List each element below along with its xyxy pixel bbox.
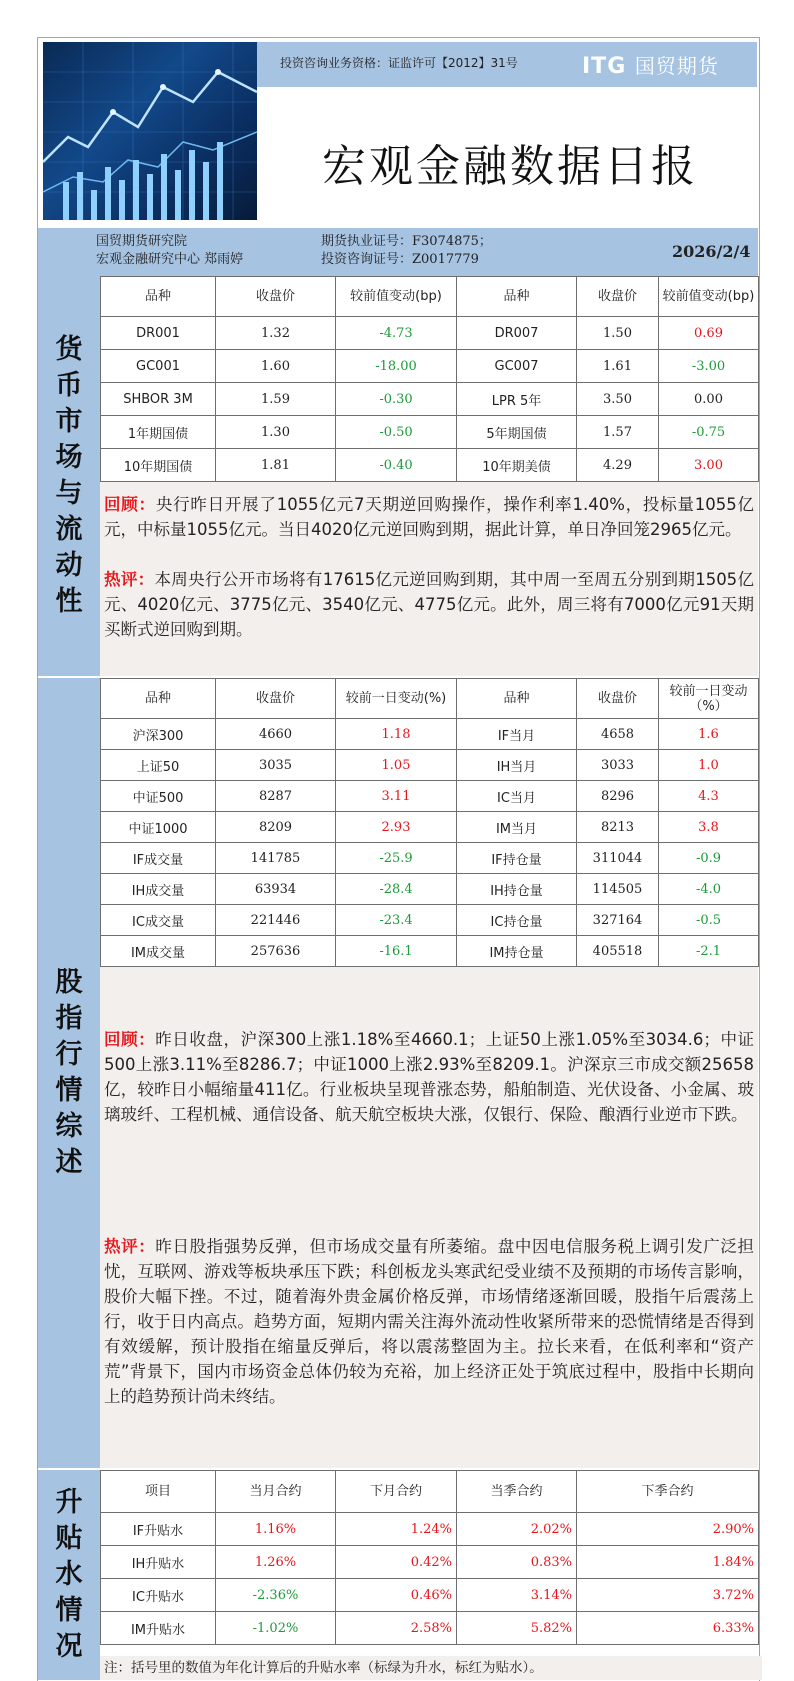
org-line2: 宏观金融研究中心 郑雨婷 [96,252,244,267]
table-row [101,812,759,843]
table-row [101,750,759,781]
change-value: 1.05 [336,750,457,781]
change-value: -4.73 [336,317,457,350]
change-value: -3.00 [659,350,759,383]
change-value: 4.3 [659,781,759,812]
financial-chart-graphic [43,42,257,220]
basis-item-name: IF升贴水 [101,1513,216,1546]
close-price: 4.29 [577,449,659,482]
current-month-basis: -2.36% [216,1579,336,1612]
table-row [101,1579,759,1612]
table-header-row [101,1471,759,1513]
close-price: 1.61 [577,350,659,383]
section-label-char: 升 [55,1487,83,1518]
section-label-char: 货 [55,334,83,365]
instrument-name: IC成交量 [101,905,216,936]
column-header: 下季合约 [577,1471,759,1513]
table-row [101,1612,759,1645]
review-text: 央行昨日开展了1055亿元7天期逆回购操作，操作利率1.40%，投标量1055亿元，中标量1055亿元。当日4020亿元逆回购到期，据此计算，单日净回笼2965亿元。 [104,495,754,539]
change-value: -0.9 [659,843,759,874]
change-value: -0.5 [659,905,759,936]
column-header: 较前值变动(bp) [336,277,457,317]
section-label-char: 与 [55,478,83,509]
comment-key: 热评： [104,1237,156,1256]
column-header: 收盘价 [216,277,336,317]
close-price: 257636 [216,936,336,967]
close-price: 3033 [577,750,659,781]
cert-line2: 投资咨询证号：Z0017779 [321,252,479,267]
instrument-name: IM持仓量 [457,936,577,967]
current-quarter-basis: 3.14% [457,1579,577,1612]
section-label-char: 场 [55,442,83,473]
instrument-name: IF成交量 [101,843,216,874]
section-label-char: 况 [55,1631,83,1662]
change-value: -0.40 [336,449,457,482]
current-quarter-basis: 2.02% [457,1513,577,1546]
table-row [101,936,759,967]
org-line1: 国贸期货研究院 [96,234,188,249]
change-value: -25.9 [336,843,457,874]
column-header: 较前一日变动（%） [659,679,759,719]
close-price: 405518 [577,936,659,967]
column-header: 当季合约 [457,1471,577,1513]
change-value: 2.93 [336,812,457,843]
close-price: 1.57 [577,416,659,449]
basis-item-name: IC升贴水 [101,1579,216,1612]
close-price: 1.50 [577,317,659,350]
close-price: 8287 [216,781,336,812]
close-price: 327164 [577,905,659,936]
basis-item-name: IM升贴水 [101,1612,216,1645]
next-month-basis: 1.24% [336,1513,457,1546]
instrument-name: 10年期国债 [101,449,216,482]
change-value: -4.0 [659,874,759,905]
money-section-sidebar [38,276,100,676]
next-quarter-basis: 6.33% [577,1612,759,1645]
change-value: 3.8 [659,812,759,843]
column-header: 收盘价 [577,277,659,317]
section-label-char: 动 [55,550,83,581]
change-value: -0.30 [336,383,457,416]
change-value: 1.0 [659,750,759,781]
change-value: -23.4 [336,905,457,936]
basis-table [100,1470,759,1645]
section-label-char: 综 [55,1111,83,1142]
column-header: 收盘价 [216,679,336,719]
section-label-char: 股 [55,967,83,998]
column-header: 品种 [457,277,577,317]
basis-note: 注：括号里的数值为年化计算后的升贴水率（标绿为升水，标红为贴水）。 [100,1656,762,1680]
column-header: 下月合约 [336,1471,457,1513]
close-price: 1.60 [216,350,336,383]
close-price: 4658 [577,719,659,750]
stock-comment [104,1234,754,1409]
table-row [101,1513,759,1546]
close-price: 1.81 [216,449,336,482]
change-value: -28.4 [336,874,457,905]
instrument-name: IC持仓量 [457,905,577,936]
section-label-char: 水 [55,1559,83,1590]
section-label-char: 述 [55,1147,83,1178]
money-review [104,492,754,542]
change-value: 1.18 [336,719,457,750]
section-label-char: 行 [55,1039,83,1070]
change-value: 0.00 [659,383,759,416]
close-price: 114505 [577,874,659,905]
brand-logo [582,50,719,79]
basis-section-sidebar [38,1470,100,1680]
instrument-name: GC007 [457,350,577,383]
close-price: 4660 [216,719,336,750]
close-price: 221446 [216,905,336,936]
next-month-basis: 2.58% [336,1612,457,1645]
table-row [101,317,759,350]
next-month-basis: 0.46% [336,1579,457,1612]
basis-item-name: IH升贴水 [101,1546,216,1579]
section-label-char: 币 [55,370,83,401]
instrument-name: 5年期国债 [457,416,577,449]
next-month-basis: 0.42% [336,1546,457,1579]
close-price: 63934 [216,874,336,905]
close-price: 8296 [577,781,659,812]
column-header: 较前值变动(bp) [659,277,759,317]
instrument-name: IH成交量 [101,874,216,905]
column-header: 当月合约 [216,1471,336,1513]
current-quarter-basis: 0.83% [457,1546,577,1579]
instrument-name: 10年期美债 [457,449,577,482]
cert-line1: 期货执业证号：F3074875； [321,234,492,249]
change-value: 0.69 [659,317,759,350]
change-value: 3.11 [336,781,457,812]
stock-section-sidebar [38,678,100,1468]
instrument-name: DR001 [101,317,216,350]
table-row [101,843,759,874]
basis-section-label [54,1485,84,1665]
next-quarter-basis: 1.84% [577,1546,759,1579]
table-row [101,719,759,750]
current-month-basis: 1.26% [216,1546,336,1579]
current-quarter-basis: 5.82% [457,1612,577,1645]
table-row [101,350,759,383]
info-strip [38,228,758,276]
brand-en: ITG [582,54,627,79]
table-header-row [101,277,759,317]
instrument-name: 中证1000 [101,812,216,843]
instrument-name: GC001 [101,350,216,383]
instrument-name: IF持仓量 [457,843,577,874]
table-row [101,383,759,416]
close-price: 311044 [577,843,659,874]
comment-text: 昨日股指强势反弹，但市场成交量有所萎缩。盘中因电信服务税上调引发广泛担忧，互联网、游戏等板块承压下跌；科创板龙头寒武纪受业绩不及预期的市场传言影响，股价大幅下挫。不过，随着海外贵金属价格反弹，市场情绪逐渐回暖，股指午后震荡上行，收于日内高点。趋势方面，短期内需关注海外流动性收紧所带来的恐慌情绪是否得到有效缓解，预计股指在缩量反弹后，将以震荡整固为主。拉长来看，在低利率和“资产荒”背景下，国内市场资金总体仍较为充裕，加上经济正处于筑底过程中，股指中长期向上的趋势预计尚未终结。 [104,1237,755,1406]
change-value: -18.00 [336,350,457,383]
header-image [43,42,257,220]
instrument-name: IC当月 [457,781,577,812]
money-comment [104,567,754,642]
review-key: 回顾： [104,495,156,514]
comment-key: 热评： [104,570,155,589]
close-price: 3.50 [577,383,659,416]
report-title: 宏观金融数据日报 [322,141,698,192]
column-header: 较前一日变动(%) [336,679,457,719]
section-label-char: 性 [55,586,83,617]
table-row [101,1546,759,1579]
close-price: 8213 [577,812,659,843]
instrument-name: SHBOR 3M [101,383,216,416]
change-value: 1.6 [659,719,759,750]
stock-table [100,678,759,967]
section-label-char: 情 [55,1595,83,1626]
report-date: 2026/2/4 [672,242,751,261]
close-price: 8209 [216,812,336,843]
change-value: -2.1 [659,936,759,967]
table-header-row [101,679,759,719]
table-row [101,781,759,812]
change-value: -0.75 [659,416,759,449]
current-month-basis: 1.16% [216,1513,336,1546]
money-table [100,276,759,482]
section-label-char: 流 [55,514,83,545]
change-value: -16.1 [336,936,457,967]
column-header: 项目 [101,1471,216,1513]
column-header: 收盘价 [577,679,659,719]
table-row [101,416,759,449]
comment-text: 本周央行公开市场将有17615亿元逆回购到期，其中周一至周五分别到期1505亿元、4020亿元、3775亿元、3540亿元、4775亿元。此外，周三将有7000亿元91天期买断式逆回购到期。 [104,570,755,639]
stock-section-label [54,965,84,1181]
next-quarter-basis: 2.90% [577,1513,759,1546]
instrument-name: IH当月 [457,750,577,781]
instrument-name: DR007 [457,317,577,350]
close-price: 1.32 [216,317,336,350]
table-row [101,905,759,936]
instrument-name: 1年期国债 [101,416,216,449]
column-header: 品种 [101,679,216,719]
close-price: 3035 [216,750,336,781]
instrument-name: 上证50 [101,750,216,781]
close-price: 141785 [216,843,336,874]
table-row [101,449,759,482]
table-row [101,874,759,905]
current-month-basis: -1.02% [216,1612,336,1645]
change-value: -0.50 [336,416,457,449]
section-label-char: 市 [55,406,83,437]
brand-cn: 国贸期货 [634,54,719,78]
instrument-name: IH持仓量 [457,874,577,905]
column-header: 品种 [457,679,577,719]
section-label-char: 贴 [55,1523,83,1554]
license-text: 投资咨询业务资格：证监许可【2012】31号 [280,56,518,70]
section-label-char: 指 [55,1003,83,1034]
instrument-name: IF当月 [457,719,577,750]
instrument-name: 中证500 [101,781,216,812]
close-price: 1.59 [216,383,336,416]
money-section-label [54,332,84,620]
instrument-name: IM成交量 [101,936,216,967]
next-quarter-basis: 3.72% [577,1579,759,1612]
instrument-name: IM当月 [457,812,577,843]
review-key: 回顾： [104,1030,156,1049]
section-label-char: 情 [55,1075,83,1106]
close-price: 1.30 [216,416,336,449]
stock-review [104,1027,754,1127]
review-text: 昨日收盘，沪深300上涨1.18%至4660.1；上证50上涨1.05%至3034.6；中证500上涨3.11%至8286.7；中证1000上涨2.93%至8209.1。沪深京三市成交额25658亿，较昨日小幅缩量411亿。行业板块呈现普涨态势，船舶制造、光伏设备、小金属、玻璃玻纤、工程机械、通信设备、航天航空板块大涨，仅银行、保险、酿酒行业逆市下跌。 [104,1030,755,1124]
column-header: 品种 [101,277,216,317]
instrument-name: 沪深300 [101,719,216,750]
instrument-name: LPR 5年 [457,383,577,416]
change-value: 3.00 [659,449,759,482]
